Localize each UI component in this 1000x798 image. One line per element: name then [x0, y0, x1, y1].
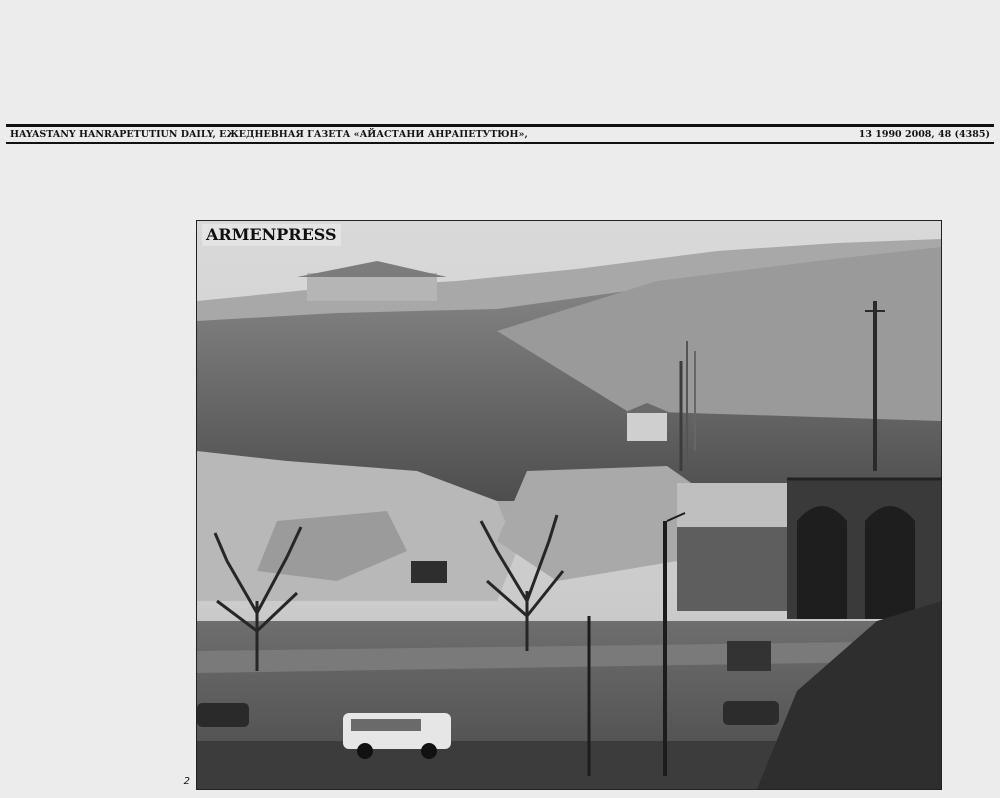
masthead-rule-top — [6, 124, 994, 127]
continuation-note: 2 — [183, 776, 190, 787]
construction-site-photo-icon — [197, 221, 941, 789]
masthead-rule-bottom — [6, 142, 994, 144]
article-subheadline — [196, 188, 940, 212]
article-body — [12, 216, 190, 764]
news-photo — [196, 220, 942, 790]
masthead — [8, 8, 992, 120]
issue-line — [10, 128, 990, 141]
article-headline — [196, 146, 940, 186]
photo-credit: ARMENPRESS — [202, 224, 341, 246]
publication-info: HAYASTANY HANRAPETUTIUN DAILY, ЕЖЕДНЕВНАЯ ГАЗЕТА «АЙАСТАНИ АНРАПЕТУТЮН», — [10, 129, 528, 140]
issue-date-number: 13 1990 2008, 48 (4385) — [858, 129, 990, 140]
